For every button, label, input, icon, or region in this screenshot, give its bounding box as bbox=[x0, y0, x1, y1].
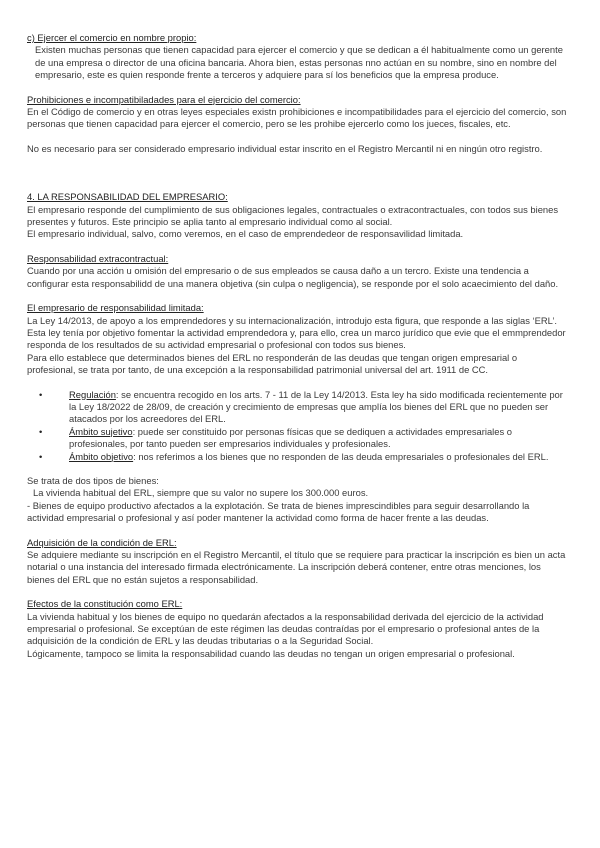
prohibitions-body: En el Código de comercio y en otras leyes especiales existn prohibiciones e incompatibilidades para el ejercicio del comercio, son personas que tienen capacidad para ejercer el comercio, pero se les prohibe ejercerlo como los jueces, fiscales, etc. bbox=[27, 106, 567, 130]
effects-body-2: Lógicamente, tampoco se limita la responsabilidad cuando las deudas no tengan un origen empresarial o profesional. bbox=[27, 647, 515, 659]
bullet-text: : nos referimos a los bienes que no responden de las deuda empresariales o profesionales del ERL. bbox=[133, 450, 549, 462]
effects-body-1: La vivienda habitual y los bienes de equipo no quedarán afectados a la responsabilidad derivada del ejercicio de la actividad empresarial o profesional. Se exceptúan de este régimen las deudas contraídas por el empresario o profesional antes de la adquisición de la condición de ERL y las deudas tributarias o a la Seguridad Social. bbox=[27, 610, 544, 647]
section-4-body-2: El empresario individual, salvo, como veremos, en el caso de emprendedeor de responsavilidad limitada. bbox=[27, 228, 464, 240]
acquisition-body: Se adquiere mediante su inscripción en el Registro Mercantil, el título que se requiere para practicar la inscripción es bien un acta notarial o una instancia del interesado firmada electrónicamente. La inscripción deberá contener, entre otras menciones, los bienes del ERL que no están sujetos a responsabilidad. bbox=[27, 549, 566, 585]
registry-note: No es necesario para ser considerado empresario individual estar inscrito en el Registro Mercantil ni en ningún otro registro. bbox=[27, 142, 543, 154]
extracontractual-body: Cuando por una acción u omisión del empresario o de sus empleados se causa daño a un tercro. Existe una tendencia a configurar esta responsabilidd de una manera objetiva (sin culpa o negligencia), se responde por el solo acaecimiento del daño. bbox=[27, 265, 559, 289]
extracontractual-heading: Responsabilidad extracontractual: bbox=[27, 252, 169, 264]
list-item bbox=[27, 426, 568, 451]
prohibitions-heading: Prohibiciones e incompatibiladades para el ejercicio del comercio: bbox=[27, 93, 301, 105]
list-item bbox=[27, 451, 568, 463]
asset-type-1: La vivienda habitual del ERL, siempre que su valor no supere los 300.000 euros. bbox=[33, 487, 369, 499]
erl-bullet-list bbox=[27, 389, 568, 463]
limited-liability-body-1: La Ley 14/2013, de apoyo a los emprendedores y su internacionalización, introdujo esta figura, que responde a las siglas ‘ERL’. Esta ley tenía por objetivo fomentar la actividad emprendedora y, para ello, crea un marco jurídico que evie que el emmprendedor responda de los resultados de su actividad empresarial o profesional con todos sus bienes. bbox=[27, 314, 566, 351]
bullet-text: : puede ser constituido por personas físicas que se dediquen a actividades empresariales o profesionales, por tanto pueden ser empresarios individuales y profesionales. bbox=[69, 425, 512, 450]
bullet-text: : se encuentra recogido en los arts. 7 - 11 de la Ley 14/2013. Esta ley ha sido modificada recientemente por la Ley 18/2022 de 28/09, de creación y crecimiento de empresas que amplía los bienes del ERL que no pueden ser atacados por los acreedores del ERL. bbox=[69, 388, 563, 425]
section-c-body: Existen muchas personas que tienen capacidad para ejercer el comercio y que se dedican a él habitualmente como un gerente de una empresa o director de una oficina bancaria. Ahora bien, estas personas nno actúan en su nombre, sino en nombre del empresario, este es quien responde frente a terceros y adquiere para sí los beneficios que la empresa produce. bbox=[35, 44, 563, 81]
section-4-body-1: El empresario responde del cumplimiento de sus obligaciones legales, contractuales o extracontractuales, con todos sus bienes presentes y futuros. Este principio se aplia tanto al empresario individual como al social. bbox=[27, 203, 559, 228]
limited-liability-body-2: Para ello establece que determinados bienes del ERL no responderán de las deudas que tengan origen empresarial o profesional, se trata por tanto, de una excepción a la responsabilidad patrimonial universal del art. 1911 de CC. bbox=[27, 351, 518, 376]
bullet-label: Ámbito objetivo bbox=[69, 450, 134, 462]
list-item bbox=[27, 389, 568, 426]
asset-types-intro: Se trata de dos tipos de bienes: bbox=[27, 474, 159, 486]
acquisition-heading: Adquisición de la condición de ERL: bbox=[27, 536, 177, 548]
limited-liability-heading: El empresario de responsabilidad limitada: bbox=[27, 302, 204, 314]
section-4-heading: 4. LA RESPONSABILIDAD DEL EMPRESARIO: bbox=[27, 191, 228, 203]
asset-type-2: - Bienes de equipo productivo afectados a la explotación. Se trata de bienes imprescindibles para seguir desarrollando la actividad empresarial o profesional y así poder mantener la actividad como forma de hacer frente a las deudas. bbox=[27, 499, 530, 524]
bullet-label: Ámbito sujetivo bbox=[69, 425, 133, 437]
effects-heading: Efectos de la constitución como ERL: bbox=[27, 598, 183, 610]
section-c-heading: c) Ejercer el comercio en nombre propio: bbox=[27, 32, 197, 43]
bullet-label: Regulación bbox=[69, 388, 116, 400]
